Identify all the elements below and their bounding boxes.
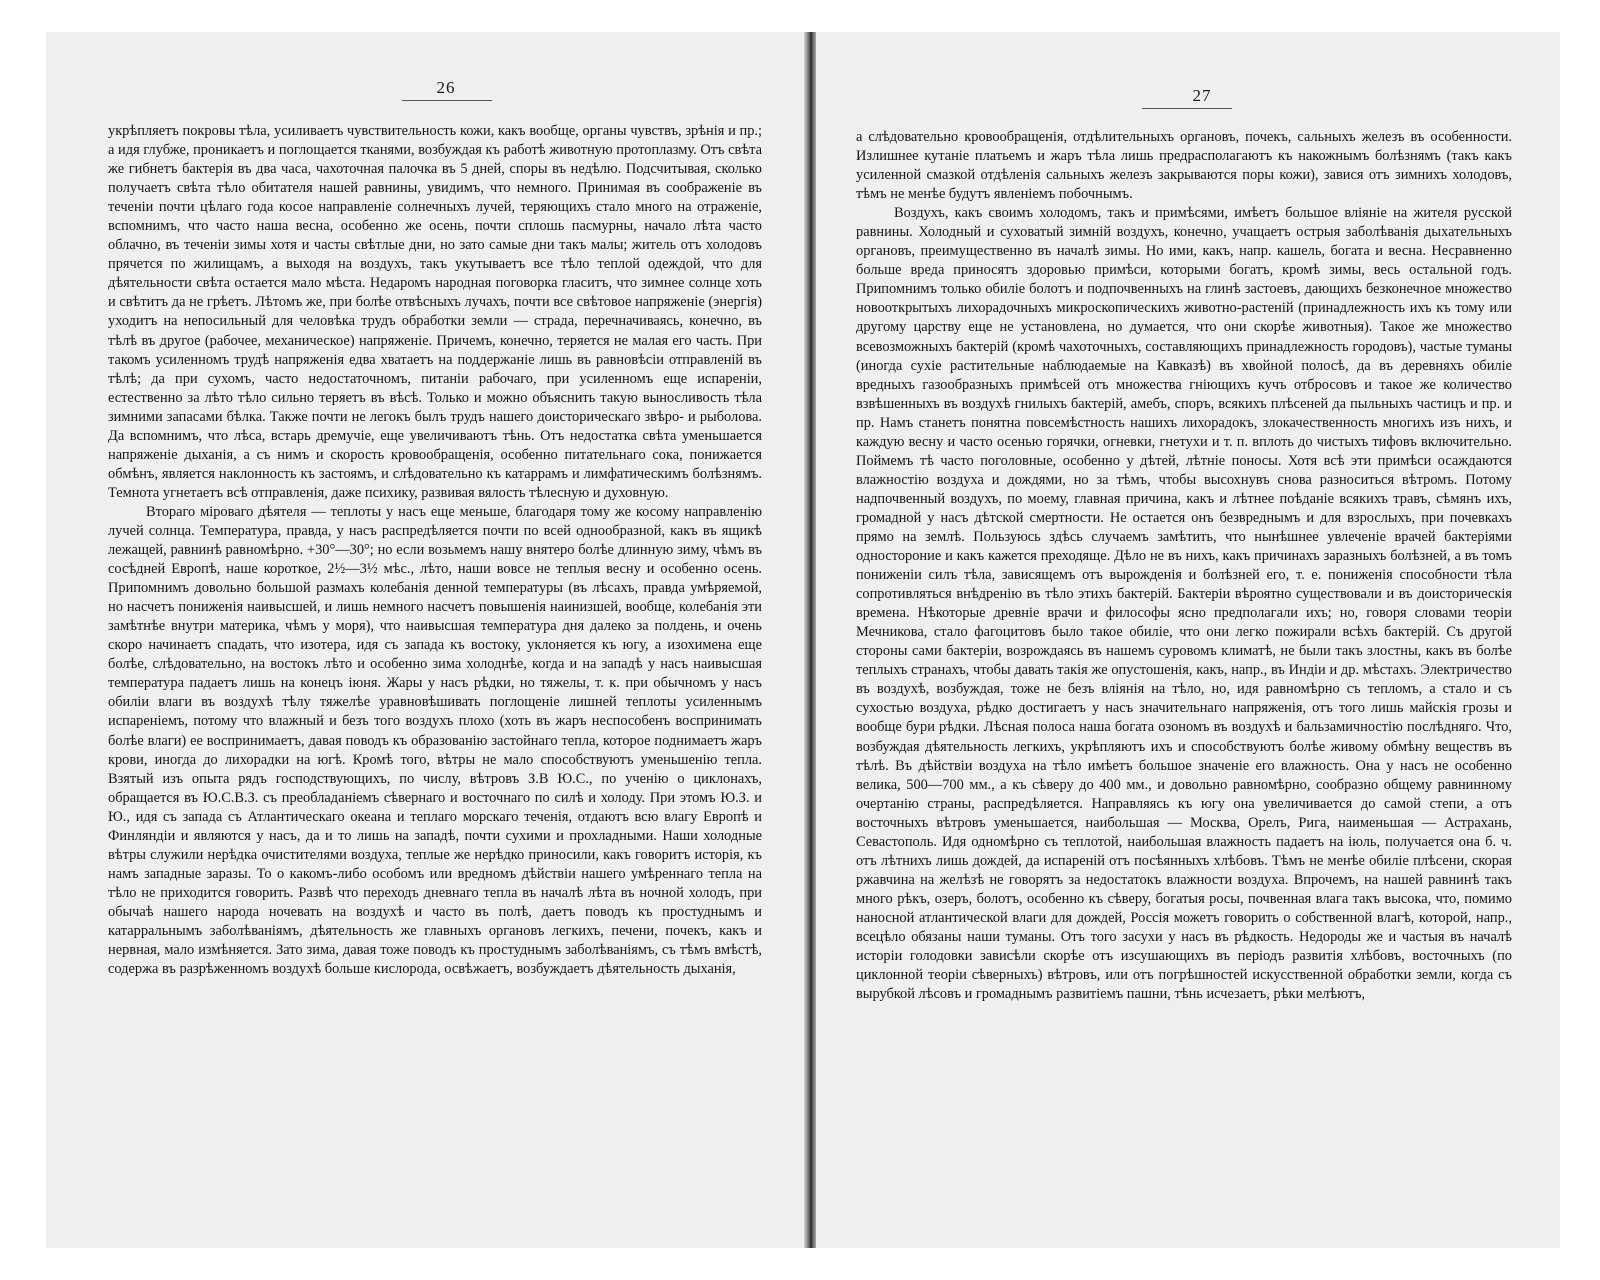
- paragraph: Втораго міроваго дѣятеля — теплоты у насъ еще меньше, благодаря тому же косому направленію лучей солнца. Температура, правда, у насъ распредѣляется почти по всей однообразной, какъ въ ящикѣ лежащей, равнинѣ равномѣрно. +30°—30°; но если возьмемъ нашу внятеро болѣе длинную зиму, чѣмъ въ сосѣдней Европѣ, наше короткое, 2½—3½ мѣс., лѣто, наши вовсе не теплыя весну и особенно осень. Припомнимъ довольно большой размахъ колебанія денной температуры (въ лѣсахъ, правда умѣряемой, но насчетъ пониженія наивысшей, и лишь немного насчетъ повышенія наинизшей, вообще, колебанія эти замѣтнѣе внутри материка, чѣмъ у моря), что наивысшая температура дня далеко за полдень, и очень скоро начинаетъ спадать, что изотера, идя съ запада къ востоку, уклоняется къ югу, а изохимена еще болѣе, слѣдовательно, на востокъ лѣто и особенно зима холоднѣе, когда и на западѣ у насъ наивысшая температура падаетъ лишь на конецъ іюня. Жары у насъ рѣдки, но тяжелы, т. к. при обычномъ у насъ обиліи влаги въ воздухѣ тѣлу тяжелѣе уравновѣшивать поглощеніе лишней теплоты усиленнымъ испареніемъ, потому что влажный и безъ того воздухъ плохо (хоть въ жаръ неспособенъ воспринимать болѣе влаги) ее воспринимаетъ, давая поводъ къ образованію застойнаго тепла, которое поднимаетъ жаръ крови, иногда до лихорадки на югѣ. Кромѣ того, вѣтры не мало способствуютъ уменьшенію тепла. Взятый изъ опыта рядъ господствующихъ, по числу, вѣтровъ З.В Ю.С., по ученію о циклонахъ, обращается въ Ю.С.В.З. съ преобладаніемъ сѣвернаго и восточнаго по силѣ и холоду. При этомъ Ю.З. и Ю., идя съ запада съ Атлантическаго океана и теплаго морскаго теченія, отдаютъ всю влагу Европѣ и Финляндіи и являются у насъ, да и то лишь на западѣ, почти сухими и прохладными. Наши холодные вѣтры служили нерѣдка очистителями воздуха, теплые же нерѣдко приносили, какъ говоритъ исторія, къ намъ западные заразы. То о какомъ-либо особомъ или вредномъ дѣйствіи нашего умѣреннаго тепла на тѣло не приходится говорить. Развѣ что переходъ дневнаго тепла въ началѣ лѣта въ ночной холодъ, при обычаѣ нашего народа ночевать на воздухѣ и часто въ полѣ, даетъ поводъ къ простуднымъ и катарральнымъ заболѣваніямъ, дѣятельность же главныхъ органовъ легкихъ, печени, почекъ, какъ и нервная, мало измѣняется. Зато зима, давая тоже поводъ къ простуднымъ заболѣваніямъ, съ тѣмъ вмѣстѣ, содержа въ разрѣженномъ воздухѣ больше кислорода, освѣжаетъ, возбуждаетъ дѣятельность дыханія,: [108, 503, 762, 978]
- page-number: 27: [1192, 86, 1212, 105]
- page-number: 26: [436, 78, 456, 97]
- left-page: [46, 32, 806, 1248]
- paragraph: укрѣпляетъ покровы тѣла, усиливаетъ чувствительность кожи, какъ вообще, органы чувствъ, зрѣнія и пр.; а идя глубже, проникаетъ и поглощается тканями, возбуждая къ работѣ животную протоплазму. Отъ свѣта же гибнетъ бактерія въ два часа, чахоточная палочка въ 5 дней, споры въ недѣлю. Подсчитывая, сколько получаетъ свѣта тѣло обитателя нашей равнины, увидимъ, что немного. Принимая въ соображеніе въ теченіи почти цѣлаго года косое направленіе солнечныхъ лучей, теряющихъ стало много на отраженіе, вспомнимъ, что часто наша весна, особенно же осень, почти сплошь пасмурны, начало лѣта часто облачно, въ теченіи зимы хотя и часты свѣтлые дни, но зато самые дни такъ малы; житель отъ холодовъ прячется по жилищамъ, а выходя на воздухъ, такъ укутываетъ все тѣло теплой одеждой, что для дѣятельности свѣта остается мало мѣста. Недаромъ народная поговорка гласитъ, что зимнее солнце хоть и свѣтитъ да не грѣетъ. Лѣтомъ же, при болѣе отвѣсныхъ лучахъ, почти все свѣтовое напряженіе (энергія) уходитъ на непосильный для человѣка трудъ обработки земли — страда, перечначиваясь, конечно, въ тѣлѣ въ другое (рабочее, механическое) напряженіе. Причемъ, конечно, теряется не малая его часть. При такомъ усиленномъ трудѣ напряженія едва хватаетъ на поддержаніе лишь въ равновѣсіи отправленій въ тѣлѣ; да при сухомъ, часто недостаточномъ, питаніи рабочаго, при усиленномъ еще испареніи, естественно за лѣто тѣло сильно теряетъ въ вѣсѣ. Только и можно объяснить такую выносливость тѣла зимними запасами бѣлка. Также почти не легокъ былъ трудъ нашего доисторическаго звѣро- и рыболова. Да вспомнимъ, что лѣса, встарь дремучіе, еще увеличиваютъ тѣнь. Отъ недостатка свѣта уменьшается напряженіе дыханія, а съ нимъ и скорость кровообращенія, особенно питательнаго сока, понижается обмѣнъ, является наклонность къ застоямъ, и слѣдовательно къ катаррамъ и лимфатическимъ болѣзнямъ. Темнота угнетаетъ всѣ отправленія, даже психику, развивая вялость тѣлесную и духовную.: [108, 123, 762, 501]
- page-number-rule: [402, 100, 492, 101]
- page-body-text: [108, 122, 762, 979]
- page-number-rule: [1142, 108, 1232, 109]
- right-page: [816, 32, 1560, 1248]
- paragraph: Воздухъ, какъ своимъ холодомъ, такъ и примѣсями, имѣетъ большое вліяніе на жителя русской равнины. Холодный и суховатый зимній воздухъ, конечно, учащаетъ острыя заболѣванія дыхательныхъ органовъ, преимущественно въ началѣ зимы. Но ими, какъ, напр. кашель, богата и весна. Несравненно больше вреда приносятъ здоровью примѣси, которыми богатъ, кромѣ зимы, весь остальной годъ. Припомнимъ только обиліе болотъ и подпочвенныхъ на глинѣ застоевъ, дающихъ безконечное множество новооткрытыхъ лихорадочныхъ микроскопическихъ животно-растеній (принадлежность ихъ къ тому или другому царству еще не установлена, но думается, что они скорѣе животныя). Такое же множество всевозможныхъ бактерій (кромѣ чахоточныхъ, составляющихъ принадлежность городовъ), частые туманы (иногда сухіе растительные наблюдаемые на Кавказѣ) въ хвойной полосѣ, да въ деревняхъ обиліе вредныхъ газообразныхъ примѣсей отъ множества гніющихъ кучъ отбросовъ и такое же количество взвѣшенныхъ въ воздухѣ гнилыхъ бактерій, амебъ, споръ, всякихъ плѣсеней да пыльныхъ частицъ и пр. и пр. Намъ станетъ понятна повсемѣстность нашихъ лихорадокъ, злокачественность многихъ изъ нихъ, и каждую весну и часто осенью горячки, огневки, гнетухи и т. п. вплоть до чистыхъ тифовъ включительно. Поймемъ тѣ часто поголовные, особенно у дѣтей, лѣтніе поносы. Хотя всѣ эти примѣси осаждаются влажностію воздуха и дождями, но за тѣмъ, чтобы высохнувъ снова разноситься вѣтромъ. Потому надпочвенный воздухъ, по моему, главная причина, какъ и лѣтнее поѣданіе всякихъ травъ, сѣмянъ ихъ, громадной у насъ дѣтской смертности. Не остается онъ безвреднымъ и для взрослыхъ, при почевкахъ прямо на землѣ. Пользуюсь здѣсь случаемъ замѣтить, что нынѣшнее увлеченіе врачей бактеріями одностороние и какъ кажется преходяще. Дѣло не въ нихъ, какъ причинахъ заразныхъ болѣзней, а въ томъ пониженіи силъ тѣла, зависящемъ отъ вырожденія и болѣзней его, т. е. пониженія способности тѣла сопротивляться внѣдренію въ тѣло этихъ бактерій. Бактеріи вѣроятно существовали и въ доисторическія времена. Нѣкоторые древніе врачи и философы ясно предполагали ихъ; но, говоря словами теоріи Мечникова, стало фагоцитовъ было такое обиліе, что они легко пожирали всѣхъ бактерій. Съ другой стороны сами бактеріи, возрождаясь въ нашемъ суровомъ климатѣ, не были такъ злостны, какъ въ болѣе теплыхъ странахъ, чтобы давать такія же опустошенія, какъ, напр., въ Индіи и др. мѣстахъ. Электричество въ воздухѣ, возбуждая, тоже не безъ вліянія на тѣло, но, идя равномѣрно съ тепломъ, а стало и съ сухостью воздуха, рѣдко достигаетъ у насъ значительнаго напряженія, отъ того лишь майскія грозы и вообще бури рѣдки. Лѣсная полоса наша богата озономъ въ воздухѣ и бальзамичностію послѣдняго. Что, возбуждая дѣятельность легкихъ, укрѣпляютъ ихъ и способствуютъ болѣе живому обмѣну веществъ въ тѣлѣ. Въ дѣйствіи воздуха на тѣло имѣетъ большое значеніе его влажность. Она у насъ не особенно велика, 500—700 мм., а къ сѣверу до 400 мм., и довольно равномѣрно, сообразно общему равнинному очертанію страны, распредѣляется. Направляясь къ югу она увеличивается до самой степи, а отъ восточныхъ вѣтровъ уменьшается, наибольшая — Москва, Орелъ, Рига, наименьшая — Астрахань, Севастополь. Идя одномѣрно съ теплотой, наибольшая влажность падаетъ на іюль, получается она б. ч. отъ лѣтнихъ лишь дождей, да испареній отъ посѣянныхъ хлѣбовъ. Тѣмъ не менѣе обиліе плѣсени, скорая ржавчина на желѣзѣ не говорятъ за недостатокъ влажности воздуха. Впрочемъ, на нашей равнинѣ такъ много рѣкъ, озеръ, болотъ, особенно къ сѣверу, богатыя росы, почвенная влага такъ высока, что, помимо наносной атлантической влаги для дождей, Россія можетъ говорить о собственной влагѣ, которой, напр., всецѣло обязаны наши туманы. Отъ того засухи у насъ въ рѣдкость. Недороды же и частыя въ началѣ исторіи голодовки зависѣли скорѣе отъ изсушающихъ въ періодъ развитія хлѣбовъ, восточныхъ (по циклонной теоріи сѣверныхъ) вѣтровъ, или отъ погрѣшностей искусственной обработки земли, когда съ вырубкой лѣсовъ и громаднымъ развитіемъ пашни, тѣнь исчезаетъ, рѣки мелѣютъ,: [856, 205, 1512, 1003]
- paragraph: а слѣдовательно кровообращенія, отдѣлительныхъ органовъ, почекъ, сальныхъ железъ въ особенности. Излишнее кутаніе платьемъ и жаръ тѣла лишь предрасполагаютъ къ накожнымъ болѣзнямъ (такъ какъ усиленной смазкой отдѣленія сальныхъ железъ закрываются поры кожи), завися отъ зимнихъ холодовъ, тѣмъ не менѣе будутъ явленіемъ побочнымъ.: [856, 129, 1512, 203]
- page-body-text: [856, 128, 1512, 1004]
- scanned-book-spread: [46, 32, 1560, 1248]
